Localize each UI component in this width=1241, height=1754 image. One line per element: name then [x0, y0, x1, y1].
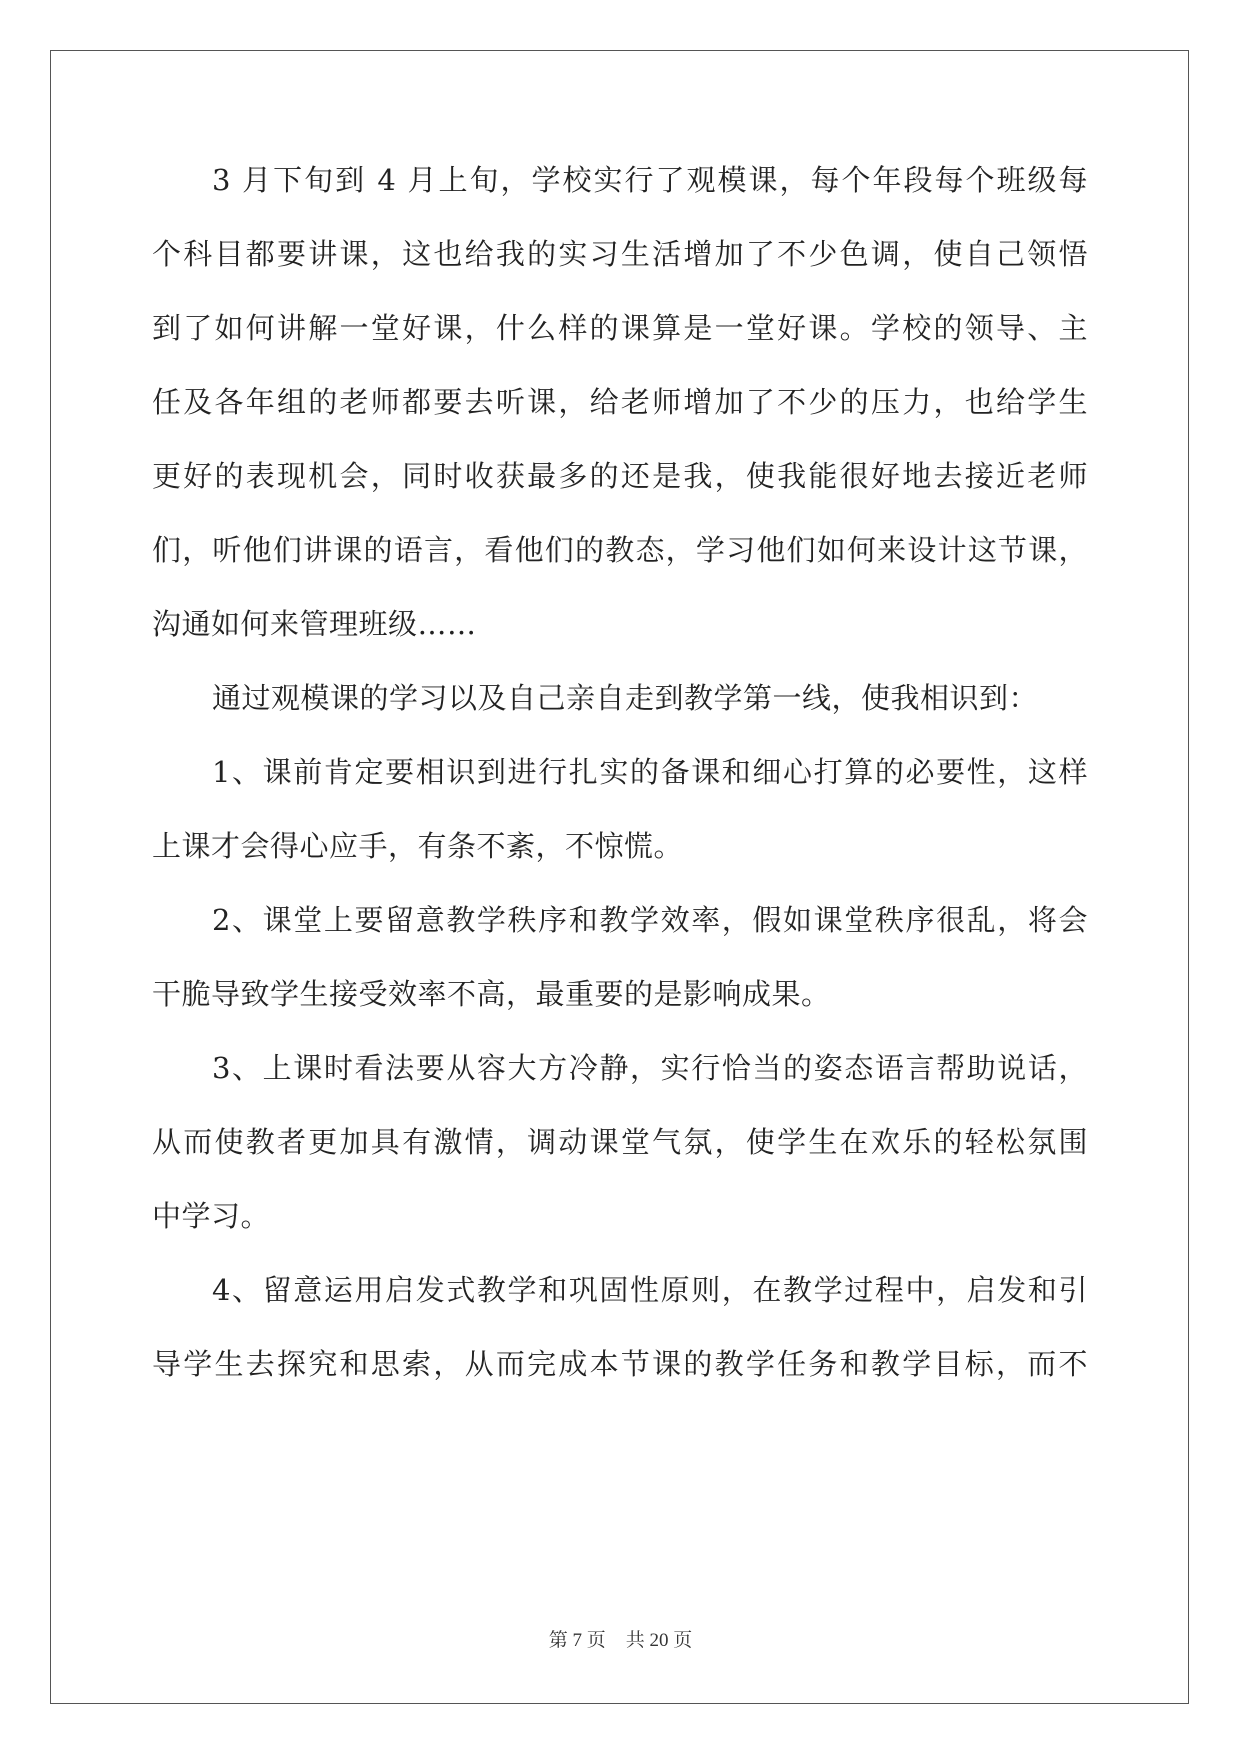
text-line: 通过观模课的学习以及自己亲自走到教学第一线，使我相识到：	[212, 681, 1039, 715]
text-line: 导学生去探究和思索，从而完成本节课的教学任务和教学目标，而不	[152, 1347, 1088, 1381]
text-line: 中学习。	[152, 1199, 271, 1233]
text-line: 1、课前肯定要相识到进行扎实的备课和细心打算的必要性，这样	[212, 755, 1088, 789]
text-line: 沟通如何来管理班级……	[152, 607, 477, 641]
page-footer	[0, 1625, 1241, 1652]
text-line: 2、课堂上要留意教学秩序和教学效率，假如课堂秩序很乱，将会	[212, 903, 1088, 937]
page-number: 第 7 页	[548, 1630, 606, 1651]
text-line: 干脆导致学生接受效率不高，最重要的是影响成果。	[152, 977, 831, 1011]
text-line: 从而使教者更加具有激情，调动课堂气氛，使学生在欢乐的轻松氛围	[152, 1125, 1088, 1159]
text-line: 任及各年组的老师都要去听课，给老师增加了不少的压力，也给学生	[152, 385, 1088, 419]
text-line: 更好的表现机会，同时收获最多的还是我，使我能很好地去接近老师	[152, 459, 1088, 493]
page-border	[50, 50, 1189, 1704]
page-total: 共 20 页	[625, 1630, 693, 1651]
text-line: 4、留意运用启发式教学和巩固性原则，在教学过程中，启发和引	[212, 1273, 1088, 1307]
text-line: 3、上课时看法要从容大方冷静，实行恰当的姿态语言帮助说话，	[212, 1051, 1088, 1085]
text-line: 们，听他们讲课的语言，看他们的教态，学习他们如何来设计这节课，	[152, 533, 1088, 567]
text-line: 3 月下旬到 4 月上旬，学校实行了观模课，每个年段每个班级每	[212, 163, 1088, 197]
text-line: 上课才会得心应手，有条不紊，不惊慌。	[152, 829, 684, 863]
text-line: 个科目都要讲课，这也给我的实习生活增加了不少色调，使自己领悟	[152, 237, 1088, 271]
text-line: 到了如何讲解一堂好课，什么样的课算是一堂好课。学校的领导、主	[152, 311, 1088, 345]
